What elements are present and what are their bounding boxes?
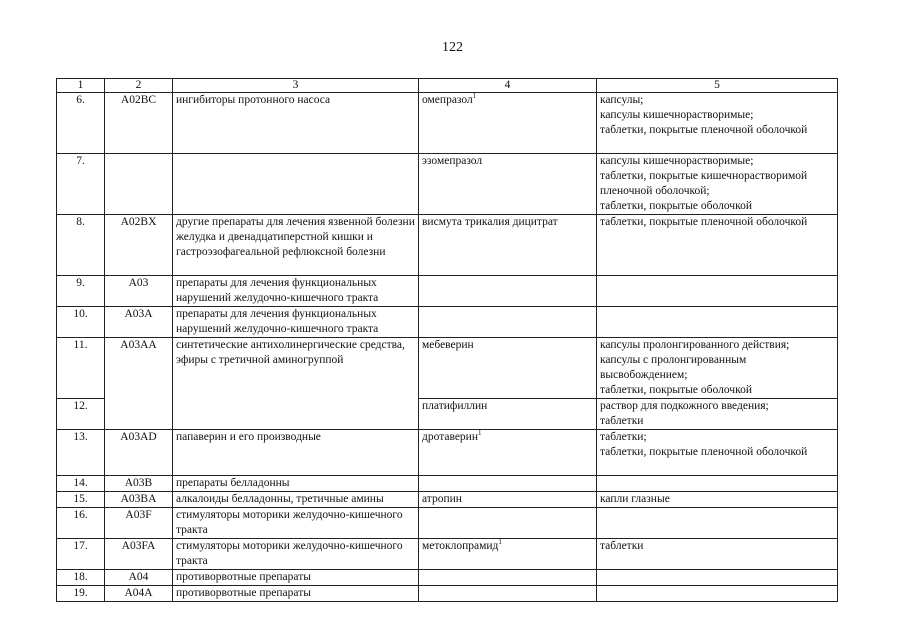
atc-group-name xyxy=(173,154,419,215)
atc-code: A02BC xyxy=(105,93,173,154)
atc-group-name: препараты белладонны xyxy=(173,476,419,492)
header-cell-4: 4 xyxy=(419,79,597,93)
dosage-form: капсулы; капсулы кишечнорастворимые; таблетки, покрытые пленочной оболочкой xyxy=(597,93,838,154)
dosage-form: капсулы пролонгированного действия; капсулы с пролонгированным высвобождением; таблетки, покрытые оболочкой xyxy=(597,338,838,399)
atc-group-name: папаверин и его производные xyxy=(173,430,419,476)
footnote-marker: 1 xyxy=(498,538,502,547)
row-number: 17. xyxy=(57,539,105,570)
header-cell-1: 1 xyxy=(57,79,105,93)
table-row xyxy=(57,338,838,399)
row-number: 19. xyxy=(57,586,105,602)
atc-code: A03F xyxy=(105,508,173,539)
table-row xyxy=(57,307,838,338)
dosage-form xyxy=(597,586,838,602)
atc-group-name: противорвотные препараты xyxy=(173,586,419,602)
row-number: 7. xyxy=(57,154,105,215)
drug-name: атропин xyxy=(419,492,597,508)
table-row xyxy=(57,215,838,276)
row-number: 8. xyxy=(57,215,105,276)
atc-code: A02BX xyxy=(105,215,173,276)
footnote-marker: 1 xyxy=(478,429,482,438)
drug-name xyxy=(419,508,597,539)
atc-code: A03 xyxy=(105,276,173,307)
row-number: 9. xyxy=(57,276,105,307)
atc-group-name: препараты для лечения функциональных нарушений желудочно-кишечного тракта xyxy=(173,307,419,338)
drug-table xyxy=(56,78,838,602)
row-number: 11. xyxy=(57,338,105,399)
table-row xyxy=(57,93,838,154)
dosage-form: капли глазные xyxy=(597,492,838,508)
table-row xyxy=(57,586,838,602)
row-number: 13. xyxy=(57,430,105,476)
dosage-form: раствор для подкожного введения; таблетки xyxy=(597,399,838,430)
drug-name xyxy=(419,307,597,338)
drug-name: платифиллин xyxy=(419,399,597,430)
drug-name: дротаверин$^1$ xyxy=(419,430,597,476)
dosage-form xyxy=(597,508,838,539)
atc-code xyxy=(105,154,173,215)
dosage-form xyxy=(597,307,838,338)
drug-name: метоклопрамид$^1$ xyxy=(419,539,597,570)
atc-group-name: стимуляторы моторики желудочно-кишечного тракта xyxy=(173,539,419,570)
drug-name: висмута трикалия дицитрат xyxy=(419,215,597,276)
atc-group-name: другие препараты для лечения язвенной болезни желудка и двенадцатиперстной кишки и гастроэзофагеальной рефлюксной болезни xyxy=(173,215,419,276)
dosage-form xyxy=(597,276,838,307)
drug-name: омепразол$^1$ xyxy=(419,93,597,154)
table-row xyxy=(57,492,838,508)
atc-code: A03A xyxy=(105,307,173,338)
dosage-form xyxy=(597,570,838,586)
atc-code: A04A xyxy=(105,586,173,602)
table-row xyxy=(57,276,838,307)
atc-code: A04 xyxy=(105,570,173,586)
row-number: 14. xyxy=(57,476,105,492)
page-number: 122 xyxy=(442,40,463,55)
table-row xyxy=(57,476,838,492)
drug-name xyxy=(419,586,597,602)
atc-code: A03FA xyxy=(105,539,173,570)
footnote-marker: 1 xyxy=(472,92,477,101)
table-row xyxy=(57,430,838,476)
table-row xyxy=(57,508,838,539)
row-number: 15. xyxy=(57,492,105,508)
row-number: 18. xyxy=(57,570,105,586)
atc-group-name: стимуляторы моторики желудочно-кишечного тракта xyxy=(173,508,419,539)
atc-group-name: синтетические антихолинергические средства, эфиры с третичной аминогруппой xyxy=(173,338,419,430)
row-number: 16. xyxy=(57,508,105,539)
table-header-row xyxy=(57,79,838,93)
atc-code: A03AD xyxy=(105,430,173,476)
atc-group-name: препараты для лечения функциональных нарушений желудочно-кишечного тракта xyxy=(173,276,419,307)
atc-code: A03B xyxy=(105,476,173,492)
dosage-form: таблетки xyxy=(597,539,838,570)
dosage-form: таблетки, покрытые пленочной оболочкой xyxy=(597,215,838,276)
header-cell-5: 5 xyxy=(597,79,838,93)
atc-group-name: ингибиторы протонного насоса xyxy=(173,93,419,154)
atc-group-name: алкалоиды белладонны, третичные амины xyxy=(173,492,419,508)
row-number: 10. xyxy=(57,307,105,338)
drug-name xyxy=(419,276,597,307)
row-number: 6. xyxy=(57,93,105,154)
dosage-form xyxy=(597,476,838,492)
drug-name: эзомепразол xyxy=(419,154,597,215)
row-number: 12. xyxy=(57,399,105,430)
table-row xyxy=(57,154,838,215)
atc-code: A03BA xyxy=(105,492,173,508)
drug-name xyxy=(419,476,597,492)
header-cell-3: 3 xyxy=(173,79,419,93)
header-cell-2: 2 xyxy=(105,79,173,93)
dosage-form: таблетки; таблетки, покрытые пленочной оболочкой xyxy=(597,430,838,476)
atc-group-name: противорвотные препараты xyxy=(173,570,419,586)
dosage-form: капсулы кишечнорастворимые; таблетки, покрытые кишечнорастворимой пленочной оболочкой; таблетки, покрытые оболочкой xyxy=(597,154,838,215)
drug-name xyxy=(419,570,597,586)
atc-code: A03AA xyxy=(105,338,173,430)
drug-name: мебеверин xyxy=(419,338,597,399)
table-row xyxy=(57,539,838,570)
table-row xyxy=(57,570,838,586)
